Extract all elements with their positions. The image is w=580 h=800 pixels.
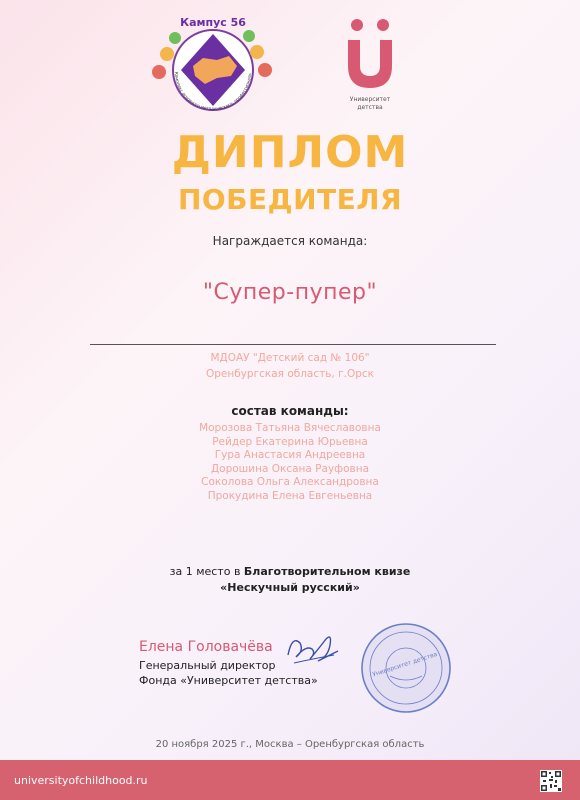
school-info bbox=[0, 350, 580, 382]
team-member: Дорошина Оксана Рауфовна bbox=[210, 462, 370, 475]
kampus-logo-title: Кампус 56 bbox=[180, 16, 246, 29]
qr-code-icon bbox=[540, 770, 562, 792]
signatory-name: Елена Головачёва bbox=[139, 639, 273, 655]
team-member: Рейдер Екатерина Юрьевна bbox=[212, 435, 368, 448]
diploma-title: ДИПЛОМ bbox=[171, 127, 409, 178]
team-members-heading: состав команды: bbox=[231, 404, 349, 418]
divider-line bbox=[90, 344, 496, 345]
kampus-logo-ring-text: Комплекс основного методического, профессиональ bbox=[173, 71, 252, 112]
diploma-subtitle: ПОБЕДИТЕЛЯ bbox=[177, 183, 403, 216]
school-name: МДОАУ "Детский сад № 106" bbox=[210, 352, 370, 364]
official-stamp-icon bbox=[360, 622, 452, 714]
stamp-text: Университет детства bbox=[371, 650, 439, 679]
quiz-name: «Нескучный русский» bbox=[220, 581, 360, 594]
award-reason bbox=[0, 564, 580, 596]
award-place: за 1 место в bbox=[169, 565, 244, 578]
awarded-text: Награждается команда: bbox=[212, 234, 368, 248]
website-link[interactable]: universityofchildhood.ru bbox=[14, 774, 148, 787]
team-member: Гура Анастасия Андреевна bbox=[214, 449, 366, 462]
team-member: Прокудина Елена Евгеньевна bbox=[207, 489, 373, 502]
kampus-56-logo bbox=[145, 14, 280, 114]
issue-date-place: 20 ноября 2025 г., Москва – Оренбургская область bbox=[155, 739, 425, 750]
signatory-position: Генеральный директор Фонда «Университет детства» bbox=[139, 659, 318, 687]
team-member: Соколова Ольга Александровна bbox=[201, 476, 379, 489]
handwritten-signature-icon bbox=[282, 625, 342, 671]
school-location: Оренбургская область, г.Орск bbox=[205, 368, 375, 380]
university-of-childhood-logo bbox=[330, 14, 410, 116]
university-logo-caption: Университет детства bbox=[349, 96, 391, 111]
team-member: Морозова Татьяна Вячеславовна bbox=[199, 422, 381, 434]
team-name: "Супер-пупер" bbox=[202, 280, 378, 305]
team-members-list bbox=[0, 422, 580, 504]
university-logo-mark-icon bbox=[330, 14, 410, 94]
award-event: Благотворительном квизе bbox=[243, 565, 411, 578]
